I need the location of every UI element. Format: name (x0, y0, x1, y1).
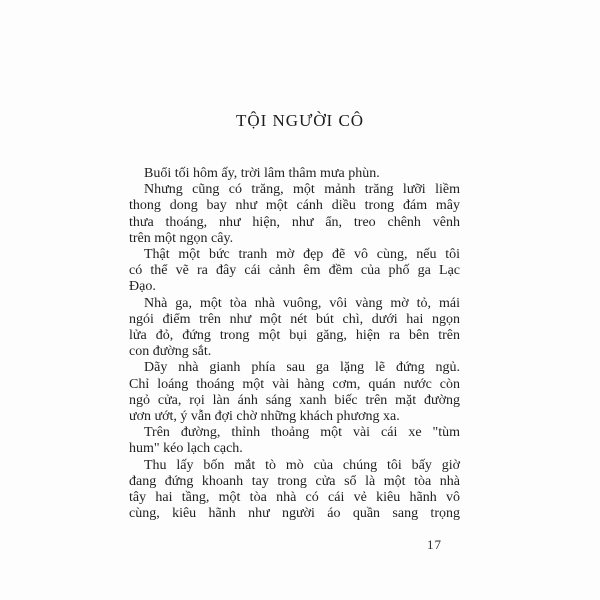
text-line: ngói điểm trên như một nét bút chì, dưới hai ngọn (129, 311, 460, 327)
text-line: trên một ngọn cây. (129, 230, 234, 246)
text-line: tây hai tầng, một tòa nhà có cái vẻ kiêu hãnh vô (129, 490, 460, 506)
paragraph (129, 247, 460, 296)
text-line: Nhưng cũng có trăng, một mảnh trăng lưỡi liềm (144, 182, 460, 198)
paragraph (129, 182, 460, 247)
text-line: Buổi tối hôm ấy, trời lâm thâm mưa phùn. (144, 166, 380, 181)
text-line: có thể vẽ ra đây cái cảnh êm đềm của phố ga Lạc (129, 263, 460, 279)
text-line: Chỉ loáng thoáng một vài hàng cơm, quán nước còn (129, 376, 460, 392)
text-line: ngỏ cửa, rọi làn ánh sáng xanh biếc trên mặt đường (129, 392, 460, 408)
text-line: Dãy nhà gianh phía sau ga lặng lẽ đứng ngủ. (144, 360, 460, 376)
text-line: Đạo. (129, 279, 156, 295)
text-line: đang đứng khoanh tay trong cửa sổ là một tòa nhà (129, 473, 460, 489)
text-line: con đường sắt. (129, 344, 212, 360)
text-line: Trên đường, thỉnh thoảng một vài cái xe "tùm (144, 425, 460, 441)
text-line: cùng, kiêu hãnh như người áo quần sang trọng (129, 506, 460, 522)
text-line: ươn ướt, ý vẫn đợi chờ những khách phương xa. (129, 409, 400, 425)
paragraph (129, 360, 460, 425)
chapter-title: TỘI NGƯỜI CÔ (235, 111, 365, 130)
paragraph (129, 458, 460, 523)
text-line: thưa thoáng, như hiện, như ẩn, treo chênh vênh (129, 214, 460, 230)
text-line: Nhà ga, một tòa nhà vuông, vôi vàng mờ tỏ, mái (144, 295, 460, 311)
text-line: lửa đỏ, đứng trong một bụi găng, hiện ra bên trên (129, 328, 460, 344)
body-text (129, 166, 460, 522)
paragraph (129, 296, 460, 361)
page-number: 17 (427, 537, 442, 552)
text-line: Thu lấy bốn mắt tò mò của chúng tôi bấy giờ (144, 457, 460, 473)
paragraph (129, 425, 460, 457)
text-line: Thật một bức tranh mờ đẹp đẽ vô cùng, nếu tôi (144, 247, 460, 263)
text-line: thong dong bay như một cánh diều trong đám mây (129, 198, 460, 214)
text-line: hum" kéo lạch cạch. (129, 441, 243, 457)
paragraph (129, 166, 460, 182)
